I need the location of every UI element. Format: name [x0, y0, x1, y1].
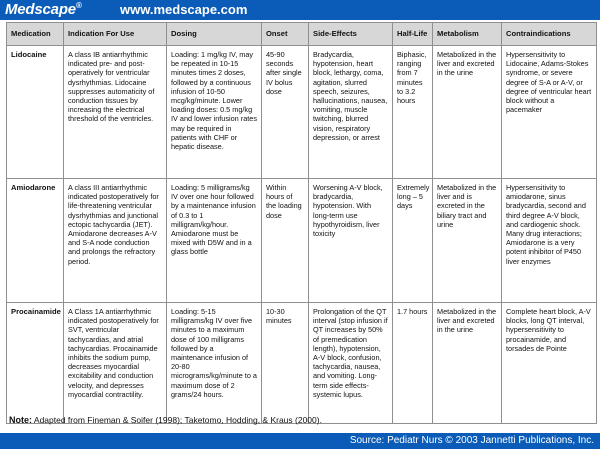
table-row-amiodarone: [7, 179, 597, 303]
table-header-row: [7, 23, 597, 46]
header-side-effects: Side-Effects: [309, 23, 393, 46]
logo-text: Medscape: [5, 1, 76, 18]
cell-half-life: 1.7 hours: [393, 303, 433, 424]
cell-dosing: Loading: 1 mg/kg IV, may be repeated in 10-15 minutes times 2 doses, followed by a continuous infusion of 10-50 mcg/kg/minute. Lower loading doses: 0.5 mg/kg IV and lower infusion rates may be required in patients with CHF or hepatic disease.: [167, 46, 262, 179]
header-metabolism: Metabolism: [433, 23, 502, 46]
cell-metabolism: Metabolized in the liver and excreted in the urine: [433, 303, 502, 424]
footer-banner: [0, 433, 600, 449]
header-medication: Medication: [7, 23, 64, 46]
table-row-procainamide: [7, 303, 597, 424]
logo-registered-mark: ®: [75, 1, 82, 10]
note-label: Note:: [9, 415, 32, 425]
cell-medication: Amiodarone: [7, 179, 64, 303]
cell-side-effects: Bradycardia, hypotension, heart block, lethargy, coma, agitation, slurred speech, seizures, hallucinations, nausea, vomiting, muscle twitching, blurred vision, respiratory depression, or arrest: [309, 46, 393, 179]
cell-medication: Procainamide: [7, 303, 64, 424]
cell-contraindications: Hypersensitivity to amiodarone, sinus bradycardia, second and third degree A-V block, and cardiogenic shock. Many drug interactions; Amiodarone is a very potent inhibitor of P450 liver enzymes: [502, 179, 597, 303]
source-citation: Source: Pediatr Nurs © 2003 Jannetti Publications, Inc.: [349, 435, 594, 446]
site-url-link[interactable]: www.medscape.com: [120, 2, 248, 17]
header-half-life: Half-Life: [393, 23, 433, 46]
header-banner: [0, 0, 600, 20]
cell-side-effects: Worsening A-V block, bradycardia, hypotension. With long-term use hypothyroidism, liver toxicity: [309, 179, 393, 303]
header-indication: Indication For Use: [64, 23, 167, 46]
source-note: [9, 415, 322, 425]
cell-dosing: Loading: 5 milligrams/kg IV over one hour followed by a maintenance infusion of 0.3 to 1 milligram/kg/hour. Amiodarone must be mixed with D5W and in a glass bottle: [167, 179, 262, 303]
cell-side-effects: Prolongation of the QT interval (stop infusion if QT increases by 50% of premedication length), hypotension, A-V block, confusion, tachycardia, nausea, and vomiting. Long-term side effects-systemic lupus.: [309, 303, 393, 424]
medication-table: [6, 22, 597, 424]
cell-dosing: Loading: 5-15 milligrams/kg IV over five minutes to a maximum dose of 100 milligrams followed by a maintenance infusion of 20-80 micrograms/kg/minute to a maximum dose of 2 grams/24 hours.: [167, 303, 262, 424]
header-dosing: Dosing: [167, 23, 262, 46]
cell-indication: A class IB antiarrhythmic indicated pre- and post-operatively for ventricular dysrhythmias. Lidocaine suppresses automaticity of conduction tissues by increasing the electrical threshold of the ventricles.: [64, 46, 167, 179]
cell-metabolism: Metabolized in the liver and is excreted in the biliary tract and urine: [433, 179, 502, 303]
header-onset: Onset: [262, 23, 309, 46]
cell-onset: Within hours of the loading dose: [262, 179, 309, 303]
header-contraindications: Contraindications: [502, 23, 597, 46]
cell-indication: A Class 1A antiarrhythmic indicated postoperatively for SVT, ventricular tachycardias, and atrial tachycardias. Procainamide inhibits the sodium pump, decreases myocardial excitability and conduction velocity, and depresses myocardial contractility.: [64, 303, 167, 424]
cell-onset: 45-90 seconds after single IV bolus dose: [262, 46, 309, 179]
cell-onset: 10-30 minutes: [262, 303, 309, 424]
cell-contraindications: Hypersensitivity to Lidocaine, Adams-Stokes syndrome, or severe degree of S-A or A-V, or degree of ventricular heart block without a pacemaker: [502, 46, 597, 179]
cell-half-life: Extremely long – 5 days: [393, 179, 433, 303]
cell-metabolism: Metabolized in the liver and excreted in the urine: [433, 46, 502, 179]
cell-indication: A class III antiarrhythmic indicated postoperatively for life-threatening ventricular dysrhythmias and junctional ectopic tachycardia (JET). Amiodarone decreases A-V and S-A node conduction and prolongs the refractory period.: [64, 179, 167, 303]
medication-table-container: [6, 22, 596, 424]
cell-medication: Lidocaine: [7, 46, 64, 179]
note-text: Adapted from Fineman & Soifer (1998); Taketomo, Hodding, & Kraus (2000).: [33, 415, 322, 425]
cell-half-life: Biphasic, ranging from 7 minutes to 3.2 hours: [393, 46, 433, 179]
table-row-lidocaine: [7, 46, 597, 179]
cell-contraindications: Complete heart block, A-V blocks, long QT interval, hypersensitivity to procainamide, and torsades de Pointe: [502, 303, 597, 424]
medscape-logo[interactable]: [5, 1, 82, 18]
